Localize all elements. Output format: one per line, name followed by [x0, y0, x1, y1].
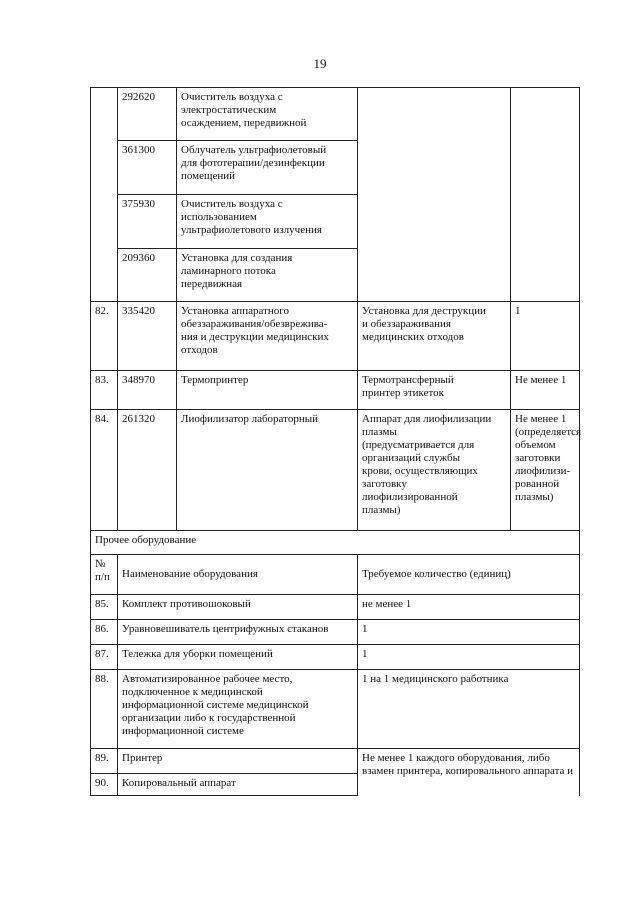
number-cell: 83.: [91, 371, 118, 410]
code-cell: 292620: [118, 88, 177, 141]
number-cell: 90.: [91, 774, 118, 796]
name-cell: Лиофилизатор лабораторный: [177, 410, 358, 531]
section-title: Прочее оборудование: [91, 531, 580, 555]
table-row: [91, 410, 580, 531]
equipment-table: [90, 87, 580, 531]
number-cell: 89.: [91, 749, 118, 774]
section-title-row: [91, 531, 580, 555]
type-cell: Установка для деструкции и обеззараживания медицинских отходов: [358, 302, 511, 371]
table-row: [91, 595, 580, 620]
name-cell: Очиститель воздуха с электростатическим осаждением, передвижной: [177, 88, 358, 141]
code-cell: 335420: [118, 302, 177, 371]
code-cell: 209360: [118, 249, 177, 302]
table-row: [91, 371, 580, 410]
number-cell: 86.: [91, 620, 118, 645]
other-equipment-table: [90, 530, 580, 796]
number-cell: [91, 88, 118, 302]
number-cell: 85.: [91, 595, 118, 620]
header-row: [91, 555, 580, 595]
table-row: [91, 645, 580, 670]
name-cell: Термопринтер: [177, 371, 358, 410]
code-cell: 261320: [118, 410, 177, 531]
quantity-cell: [511, 88, 580, 302]
name-cell: Установка для создания ламинарного потока передвижная: [177, 249, 358, 302]
table-row: [91, 620, 580, 645]
number-cell: 88.: [91, 670, 118, 749]
number-cell: 84.: [91, 410, 118, 531]
quantity-cell: не менее 1: [358, 595, 580, 620]
quantity-cell: 1: [358, 620, 580, 645]
code-cell: 348970: [118, 371, 177, 410]
table-row: [91, 670, 580, 749]
number-cell: 87.: [91, 645, 118, 670]
table-row: [91, 302, 580, 371]
table-row: [91, 749, 580, 774]
name-cell: Принтер: [118, 749, 358, 774]
column-header-number: № п/п: [91, 555, 118, 595]
name-cell: Установка аппаратного обеззараживания/обезврежива- ния и деструкции медицинских отходов: [177, 302, 358, 371]
name-cell: Автоматизированное рабочее место, подключенное к медицинской информационной системе медицинской организации либо к государственной информационной системе: [118, 670, 358, 749]
name-cell: Облучатель ультрафиолетовый для фототерапии/дезинфекции помещений: [177, 141, 358, 195]
quantity-cell: Не менее 1 каждого оборудования, либо взамен принтера, копировального аппарата и: [358, 749, 580, 796]
name-cell: Уравновешиватель центрифужных стаканов: [118, 620, 358, 645]
name-cell: Копировальный аппарат: [118, 774, 358, 796]
quantity-cell: Не менее 1: [511, 371, 580, 410]
code-cell: 375930: [118, 195, 177, 249]
quantity-cell: 1 на 1 медицинского работника: [358, 670, 580, 749]
type-cell: [358, 88, 511, 302]
quantity-cell: 1: [511, 302, 580, 371]
column-header-name: Наименование оборудования: [118, 555, 358, 595]
number-cell: 82.: [91, 302, 118, 371]
code-cell: 361300: [118, 141, 177, 195]
name-cell: Комплект противошоковый: [118, 595, 358, 620]
page-number: 19: [313, 56, 327, 71]
quantity-cell: 1: [358, 645, 580, 670]
type-cell: Термотрансферный принтер этикеток: [358, 371, 511, 410]
quantity-cell: Не менее 1 (определяется объемом заготовки лиофилизи- рованной плазмы): [511, 410, 580, 531]
type-cell: Аппарат для лиофилизации плазмы (предусматривается для организаций службы крови, осуществляющих заготовку лиофилизированной плазмы): [358, 410, 511, 531]
name-cell: Тележка для уборки помещений: [118, 645, 358, 670]
name-cell: Очиститель воздуха с использованием ультрафиолетового излучения: [177, 195, 358, 249]
table-row: [91, 88, 580, 141]
column-header-quantity: Требуемое количество (единиц): [358, 555, 580, 595]
